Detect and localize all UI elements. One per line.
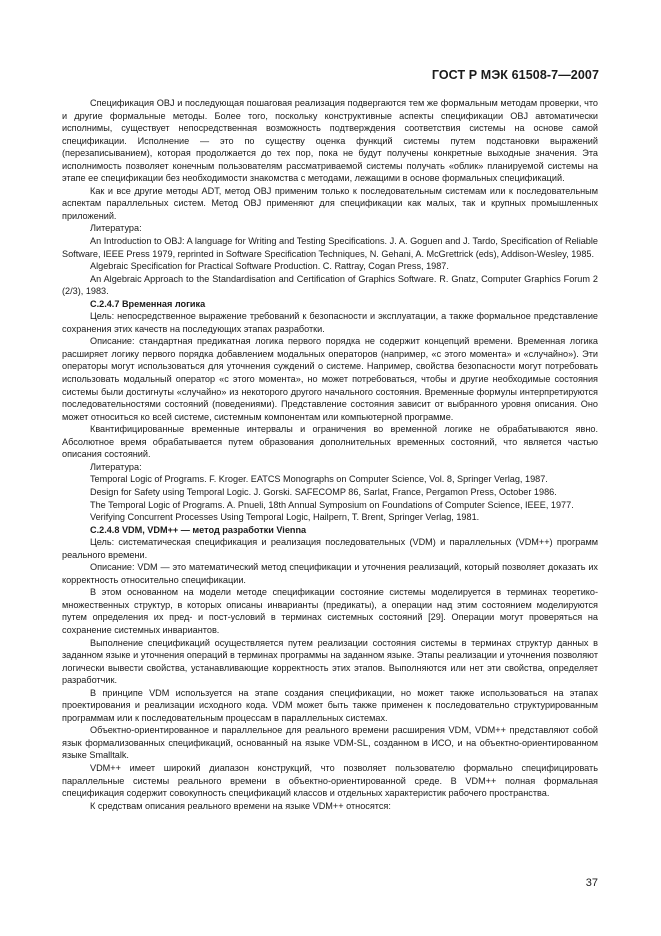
page-number: 37 [585, 877, 598, 889]
paragraph: Квантифицированные временные интервалы и ограничения во временной логике не обрабатываются явно. Абсолютное время обрабатывается путем образования дополнительных временных состояний, что является частью описания состояний. [62, 424, 598, 460]
paragraph: Литература: [90, 223, 142, 234]
paragraph: Verifying Concurrent Processes Using Temporal Logic, Hailpern, T. Brent, Springer Verlag, 1981. [90, 512, 480, 523]
paragraph: В этом основанном на модели методе спецификации состояние системы моделируется в терминах теоретико-множественных структур, в которых описаны инварианты (предикаты), а операции над этим состоянием моделируются путем определения их пред- и пост-условий в терминах системных состояний [29]. Операции могут проверяться на сохранение системных инвариантов. [62, 587, 598, 635]
paragraph: Цель: систематическая спецификация и реализация последовательных (VDM) и параллельных (VDM++) программ реального времени. [62, 537, 598, 560]
section-heading: С.2.4.8 VDM, VDM++ — метод разработки Vienna [90, 524, 307, 535]
paragraph: Спецификация OBJ и последующая пошаговая реализация подвергаются тем же формальным методам проверки, что и другие формальные методы. Более того, поскольку конструктивные аспекты спецификации OBJ автоматически исполнимы, существует непосредственная возможность подтверждения соответствия системы на основе самой спецификации. Исполнение — это по существу оценка функций системы путем подстановки выражений (перезаписыванием), которая продолжается до тех пор, пока не будут получены конкретные выходные значения. Эта исполнимость позволяет конечным пользователям рассматриваемой системы получать «облик» планируемой системы на этапе ее спецификации без необходимости знакомства с методами, лежащими в основе формальных спецификаций. [62, 98, 598, 184]
paragraph: Цель: непосредственное выражение требований к безопасности и эксплуатации, а также формальное представление сохранения этих качеств на последующих этапах разработки. [62, 311, 598, 334]
paragraph: Temporal Logic of Programs. F. Kroger. EATCS Monographs on Computer Science, Vol. 8, Springer Verlag, 1987. [90, 474, 548, 485]
paragraph: Выполнение спецификаций осуществляется путем реализации состояния системы в терминах структур данных в заданном языке и уточнения операций в терминах программы на заданном языке. Этапы реализации и уточнения позволяют логически вывести свойства, устанавливающие корректность этих этапов. Выполняются или нет эти свойства, определяет разработчик. [62, 637, 598, 686]
paragraph: В принципе VDM используется на этапе создания спецификации, но может также использоваться на этапах проектирования и реализации исходного кода. VDM может быть также применен к последовательно структурированным программам или к последовательным процессам в параллельных системах. [62, 687, 598, 723]
paragraph: Как и все другие методы ADT, метод OBJ применим только к последовательным системам или к последовательным аспектам параллельных систем. Метод OBJ применяют для спецификации как малых, так и крупных промышленных приложений. [62, 185, 598, 221]
paragraph: Описание: VDM — это математический метод спецификации и уточнения реализаций, который позволяет доказать их корректность относительно спецификации. [62, 562, 598, 585]
paragraph: Algebraic Specification for Practical Software Production. C. Rattray, Cogan Press, 1987. [90, 261, 449, 272]
document-body [62, 97, 598, 812]
document-header: ГОСТ Р МЭК 61508-7—2007 [431, 68, 599, 82]
paragraph: The Temporal Logic of Programs. A. Pnueli, 18th Annual Symposium on Foundations of Computer Science, IEEE, 1977. [90, 499, 574, 510]
paragraph: Литература: [90, 461, 142, 472]
paragraph: Описание: стандартная предикатная логика первого порядка не содержит концепций времени. Временная логика расширяет логику первого порядка добавлением модальных операторов (например, «с этого момента» и «случайно»). Эти операторы могут использоваться для уточнения суждений о системе. Например, свойства безопасности могут потребовать использовать модальный оператор «с этого момента», но может потребоваться, чтобы и другие необходимые состояния системы были достигнуты «случайно» из некоторого другого начального состояния. Временные формулы интерпретируются последовательностями состояний (поведениями). Представление состояния зависит от выбранного уровня описания. Оно может относиться ко всей системе, системным компонентам или компьютерной программе. [62, 336, 598, 422]
paragraph: VDM++ имеет широкий диапазон конструкций, что позволяет пользователю формально специфицировать параллельные системы реального времени в объектно-ориентированной среде. В VDM++ полная формальная спецификация содержит совокупность спецификаций классов и отдельных характеристик рабочего пространства. [62, 762, 598, 799]
paragraph: Объектно-ориентированное и параллельное для реального времени расширения VDM, VDM++ представляют собой язык формализованных спецификаций, основанный на языке VDM-SL, созданном в ИСО, и на объектно-ориентированном языке Smalltalk. [62, 725, 598, 761]
paragraph: Design for Safety using Temporal Logic. J. Gorski. SAFECOMP 86, Sarlat, France, Pergamon Press, October 1986. [90, 486, 557, 497]
section-heading: С.2.4.7 Временная логика [90, 298, 206, 309]
paragraph: An Introduction to OBJ: A language for Writing and Testing Specifications. J. A. Goguen and J. Tardo, Specification of Reliable Software, IEEE Press 1979, reprinted in Software Specification Techniques, N. Gehani, A. McGrettrick (eds), Addison-Wesley, 1985. [62, 236, 598, 259]
paragraph: An Algebraic Approach to the Standardisation and Certification of Graphics Software. R. Gnatz, Computer Graphics Forum 2 (2/3), 1983. [62, 273, 598, 297]
paragraph: К средствам описания реального времени на языке VDM++ относятся: [90, 800, 391, 811]
